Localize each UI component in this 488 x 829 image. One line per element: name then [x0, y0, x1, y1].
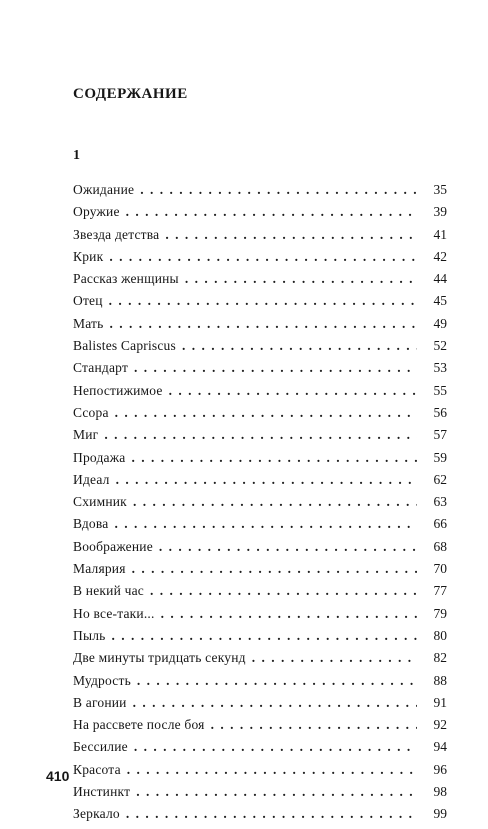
page-number: 410 [46, 768, 70, 784]
toc-entry-page: 99 [433, 806, 447, 822]
dot-leader [115, 405, 417, 421]
toc-entry [73, 650, 447, 672]
toc-entry [73, 249, 447, 271]
dot-leader [133, 494, 417, 510]
dot-leader [134, 739, 417, 755]
toc-entry-title: Миг [73, 427, 99, 443]
toc-entry-title: Ссора [73, 404, 109, 420]
dot-leader [109, 293, 417, 309]
toc-entry [73, 539, 447, 561]
toc-entry-page: 98 [433, 784, 447, 800]
toc-entry [73, 561, 447, 583]
dot-leader [252, 650, 417, 666]
dot-leader [114, 516, 417, 532]
dot-leader [126, 204, 417, 220]
toc-entry-title: Balistes Capriscus [73, 338, 176, 354]
toc-entry-title: Звезда детства [73, 226, 160, 242]
dot-leader [132, 561, 417, 577]
toc-entry [73, 472, 447, 494]
toc-entry-title: Вдова [73, 516, 109, 532]
dot-leader [109, 249, 417, 265]
dot-leader [126, 806, 417, 822]
dot-leader [159, 539, 417, 555]
toc-entry-title: Две минуты тридцать секунд [73, 650, 246, 666]
toc-entry-page: 62 [433, 471, 447, 487]
toc-entry-title: Пыль [73, 627, 106, 643]
toc-entry [73, 583, 447, 605]
toc-entry-title: Красота [73, 761, 121, 777]
toc-entry [73, 182, 447, 204]
toc-entry-title: В некий час [73, 583, 144, 599]
toc-entry-page: 82 [433, 650, 447, 666]
toc-entry-title: Рассказ женщины [73, 271, 179, 287]
toc-entry-title: Ожидание [73, 182, 135, 197]
toc-entry-title: Воображение [73, 538, 153, 554]
toc-entry-page: 49 [433, 315, 447, 331]
toc-entry [73, 227, 447, 249]
toc-entry-page: 77 [433, 583, 447, 599]
toc-entry [73, 494, 447, 516]
dot-leader [104, 427, 417, 443]
toc-entry [73, 516, 447, 538]
toc-entry [73, 673, 447, 695]
toc-entry-title: На рассвете после боя [73, 717, 205, 733]
dot-leader [140, 182, 417, 198]
toc-entry-page: 80 [433, 627, 447, 643]
toc-entry [73, 695, 447, 717]
toc-entry-title: Зеркало [73, 806, 120, 822]
dot-leader [110, 316, 417, 332]
table-of-contents [73, 182, 447, 829]
toc-entry [73, 360, 447, 382]
toc-entry [73, 806, 447, 828]
dot-leader [169, 383, 417, 399]
toc-entry-page: 66 [433, 516, 447, 532]
dot-leader [182, 338, 417, 354]
dot-leader [136, 784, 417, 800]
toc-entry-page: 41 [433, 226, 447, 242]
toc-entry-title: Мать [73, 315, 104, 331]
dot-leader [133, 695, 417, 711]
toc-entry-title: Схимник [73, 494, 127, 510]
toc-entry [73, 739, 447, 761]
dot-leader [185, 271, 417, 287]
toc-entry-page: 94 [433, 739, 447, 755]
dot-leader [161, 606, 417, 622]
toc-entry-page: 63 [433, 494, 447, 510]
dot-leader [127, 762, 417, 778]
dot-leader [134, 360, 417, 376]
dot-leader [150, 583, 417, 599]
toc-entry-page: 57 [433, 427, 447, 443]
toc-entry-page: 70 [433, 561, 447, 577]
toc-entry [73, 316, 447, 338]
toc-entry-title: Но все-таки... [73, 605, 155, 621]
dot-leader [137, 673, 417, 689]
dot-leader [112, 628, 417, 644]
toc-entry-title: Оружие [73, 204, 120, 220]
toc-entry [73, 762, 447, 784]
toc-entry-page: 39 [433, 204, 447, 220]
section-number: 1 [73, 148, 80, 163]
toc-entry-title: Идеал [73, 471, 110, 487]
toc-entry-title: Малярия [73, 561, 126, 577]
dot-leader [211, 717, 417, 733]
dot-leader [116, 472, 417, 488]
contents-heading: СОДЕРЖАНИЕ [73, 86, 188, 102]
toc-entry-page: 96 [433, 761, 447, 777]
toc-entry-page: 88 [433, 672, 447, 688]
toc-entry [73, 383, 447, 405]
toc-entry-page: 68 [433, 538, 447, 554]
toc-entry-page: 56 [433, 404, 447, 420]
dot-leader [165, 227, 417, 243]
toc-entry-title: Стандарт [73, 360, 129, 376]
toc-entry-title: В агонии [73, 694, 127, 710]
toc-entry-title: Бессилие [73, 739, 128, 755]
toc-entry [73, 628, 447, 650]
toc-entry [73, 204, 447, 226]
toc-entry-title: Непостижимое [73, 382, 163, 398]
toc-entry [73, 338, 447, 360]
toc-entry [73, 717, 447, 739]
toc-entry-page: 52 [433, 338, 447, 354]
toc-entry [73, 271, 447, 293]
toc-entry-page: 79 [433, 605, 447, 621]
toc-entry-title: Крик [73, 248, 104, 264]
toc-entry [73, 427, 447, 449]
toc-entry-page: 55 [433, 382, 447, 398]
toc-entry-page: 42 [433, 248, 447, 264]
toc-entry-title: Мудрость [73, 672, 131, 688]
toc-entry-page: 53 [433, 360, 447, 376]
toc-entry [73, 606, 447, 628]
dot-leader [131, 450, 417, 466]
toc-entry-title: Продажа [73, 449, 126, 465]
toc-entry-title: Отец [73, 293, 103, 309]
toc-entry-page: 92 [433, 717, 447, 733]
toc-entry [73, 293, 447, 315]
toc-entry-page: 91 [433, 694, 447, 710]
toc-entry [73, 784, 447, 806]
toc-entry-title: Инстинкт [73, 784, 131, 800]
toc-entry-page: 45 [433, 293, 447, 309]
toc-entry-page: 59 [433, 449, 447, 465]
toc-entry [73, 450, 447, 472]
toc-entry [73, 405, 447, 427]
toc-entry-page: 44 [433, 271, 447, 287]
toc-entry-page: 35 [433, 182, 447, 197]
